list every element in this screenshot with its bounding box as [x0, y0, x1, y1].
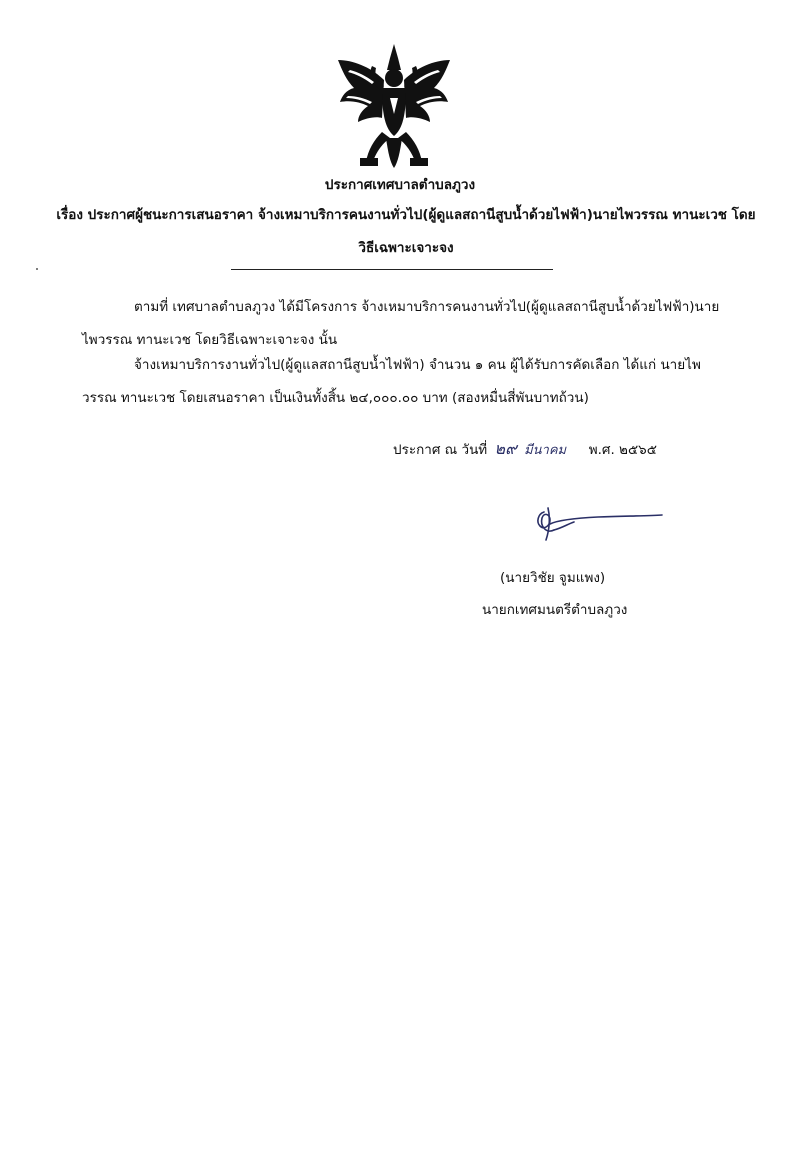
document-title: ประกาศเทศบาลตำบลภูวง: [324, 177, 476, 193]
signer-position: นายกเทศมนตรีตำบลภูวง: [482, 602, 628, 618]
scan-speck: [36, 268, 38, 270]
signer-name: (นายวิชัย จูมแพง): [500, 570, 606, 586]
announcement-prefix: ประกาศ ณ วันที่: [393, 442, 488, 458]
document-subject: เรื่อง ประกาศผู้ชนะการเสนอราคา จ้างเหมาบริการคนงานทั่วไป(ผู้ดูแลสถานีสูบน้ำด้วยไฟฟ้า)นายไพวรรณ ทานะเวช โดยวิธีเฉพาะเจาะจง: [56, 207, 756, 256]
announcement-year: พ.ศ. ๒๕๖๕: [588, 442, 657, 458]
body-paragraph: จ้างเหมาบริการงานทั่วไป(ผู้ดูแลสถานีสูบน้ำไฟฟ้า) จำนวน ๑ คน ผู้ได้รับการคัดเลือก ได้แก่ นายไพวรรณ ทานะเวช โดยเสนอราคา เป็นเงินทั้งสิ้น ๒๔,๐๐๐.๐๐ บาท (สองหมื่นสี่พันบาทถ้วน): [82, 357, 701, 406]
announcement-date: [393, 437, 657, 463]
handwritten-month: มีนาคม: [524, 443, 567, 458]
handwritten-day: ๒๙: [494, 439, 517, 458]
signature-icon: [528, 504, 668, 546]
body-paragraph: ตามที่ เทศบาลตำบลภูวง ได้มีโครงการ จ้างเหมาบริการคนงานทั่วไป(ผู้ดูแลสถานีสูบน้ำด้วยไฟฟ้า)นายไพวรรณ ทานะเวช โดยวิธีเฉพาะเจาะจง นั้น: [82, 299, 720, 348]
divider: [231, 269, 553, 270]
garuda-emblem-icon: [332, 40, 456, 170]
